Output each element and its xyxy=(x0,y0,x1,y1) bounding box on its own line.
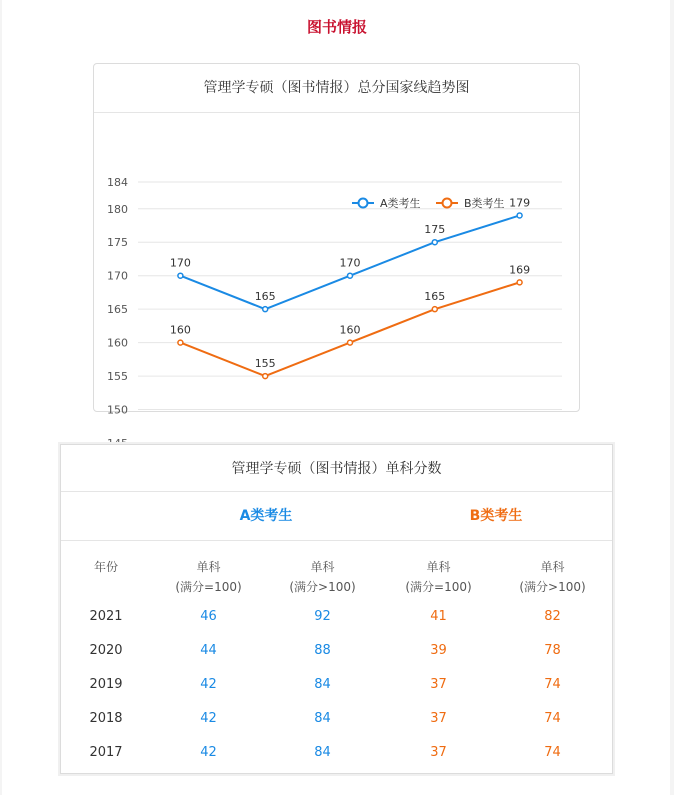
y-tick-label: 180 xyxy=(107,202,128,216)
row-year: 2019 xyxy=(89,677,123,692)
page-title: 图书情报 xyxy=(306,18,367,36)
row-year: 2018 xyxy=(89,711,123,726)
group-header-row xyxy=(61,492,612,541)
y-tick-label: 184 xyxy=(107,176,128,189)
data-point xyxy=(517,280,522,285)
b-single-gt100: 78 xyxy=(544,643,561,658)
col-b100-header xyxy=(391,557,486,597)
row-year: 2021 xyxy=(89,609,123,624)
group-b-header: B类考生 xyxy=(469,508,523,524)
data-label: 170 xyxy=(339,256,361,270)
table-title: 管理学专硕（图书情报）单科分数 xyxy=(61,445,612,492)
a-single-100: 42 xyxy=(200,711,217,726)
y-tick-label: 150 xyxy=(107,403,128,417)
data-point xyxy=(348,273,353,278)
col-b150-header xyxy=(505,557,600,597)
data-point xyxy=(432,307,437,312)
row-year: 2017 xyxy=(89,745,123,760)
y-tick-label: 165 xyxy=(107,303,128,317)
col-a100-title: 单科 xyxy=(196,560,221,574)
table-row xyxy=(61,743,614,763)
a-single-gt100: 92 xyxy=(314,609,331,624)
b-single-100: 37 xyxy=(430,677,447,692)
table-row xyxy=(61,641,614,661)
b-single-100: 41 xyxy=(430,609,447,624)
score-table xyxy=(60,444,613,774)
y-tick-label: 155 xyxy=(107,370,128,384)
a-single-100: 44 xyxy=(200,643,217,658)
chart-title: 管理学专硕（图书情报）总分国家线趋势图 xyxy=(94,64,579,113)
a-single-gt100: 84 xyxy=(314,711,331,726)
data-point xyxy=(263,374,268,379)
col-b100-title: 单科 xyxy=(426,560,451,574)
b-single-100: 39 xyxy=(430,643,447,658)
data-point xyxy=(178,340,183,345)
a-single-100: 42 xyxy=(200,677,217,692)
line-chart xyxy=(94,112,581,417)
y-tick-label: 160 xyxy=(107,336,128,350)
group-a-header: A类考生 xyxy=(239,508,293,524)
data-label: 160 xyxy=(339,323,361,337)
col-a100-sub: (满分=100) xyxy=(175,580,242,594)
table-row xyxy=(61,709,614,729)
a-single-gt100: 84 xyxy=(314,677,331,692)
data-label: 160 xyxy=(169,323,191,337)
legend-label: B类考生 xyxy=(464,197,505,210)
col-a150-sub: (满分>100) xyxy=(289,580,356,594)
a-single-gt100: 88 xyxy=(314,643,331,658)
col-a150-title: 单科 xyxy=(310,560,335,574)
col-year-label: 年份 xyxy=(93,560,118,574)
data-label: 155 xyxy=(254,357,276,371)
data-label: 179 xyxy=(509,196,531,210)
data-label: 165 xyxy=(424,290,446,304)
data-label: 169 xyxy=(509,263,531,277)
table-row xyxy=(61,675,614,695)
chart-card xyxy=(93,63,580,417)
b-single-gt100: 74 xyxy=(544,711,561,726)
y-tick-label: 170 xyxy=(107,269,128,283)
row-year: 2020 xyxy=(89,643,123,658)
a-single-100: 42 xyxy=(200,745,217,760)
data-point xyxy=(517,213,522,218)
legend-label: A类考生 xyxy=(380,197,421,210)
data-point xyxy=(432,240,437,245)
col-a100-header xyxy=(161,557,256,597)
col-a150-header xyxy=(275,557,370,597)
b-single-gt100: 74 xyxy=(544,677,561,692)
a-single-100: 46 xyxy=(200,609,217,624)
y-tick-label: 175 xyxy=(107,236,128,250)
data-point xyxy=(348,340,353,345)
legend-marker xyxy=(359,199,368,208)
data-point xyxy=(263,307,268,312)
legend-marker xyxy=(443,199,452,208)
b-single-100: 37 xyxy=(430,711,447,726)
b-single-gt100: 74 xyxy=(544,745,561,760)
col-year-header xyxy=(71,557,141,577)
a-single-gt100: 84 xyxy=(314,745,331,760)
data-label: 165 xyxy=(254,290,276,304)
data-label: 175 xyxy=(424,223,446,237)
col-b150-sub: (满分>100) xyxy=(519,580,586,594)
b-single-gt100: 82 xyxy=(544,609,561,624)
b-single-100: 37 xyxy=(430,745,447,760)
data-label: 170 xyxy=(169,256,191,270)
table-row xyxy=(61,607,614,627)
col-b150-title: 单科 xyxy=(540,560,565,574)
col-b100-sub: (满分=100) xyxy=(405,580,472,594)
data-point xyxy=(178,273,183,278)
